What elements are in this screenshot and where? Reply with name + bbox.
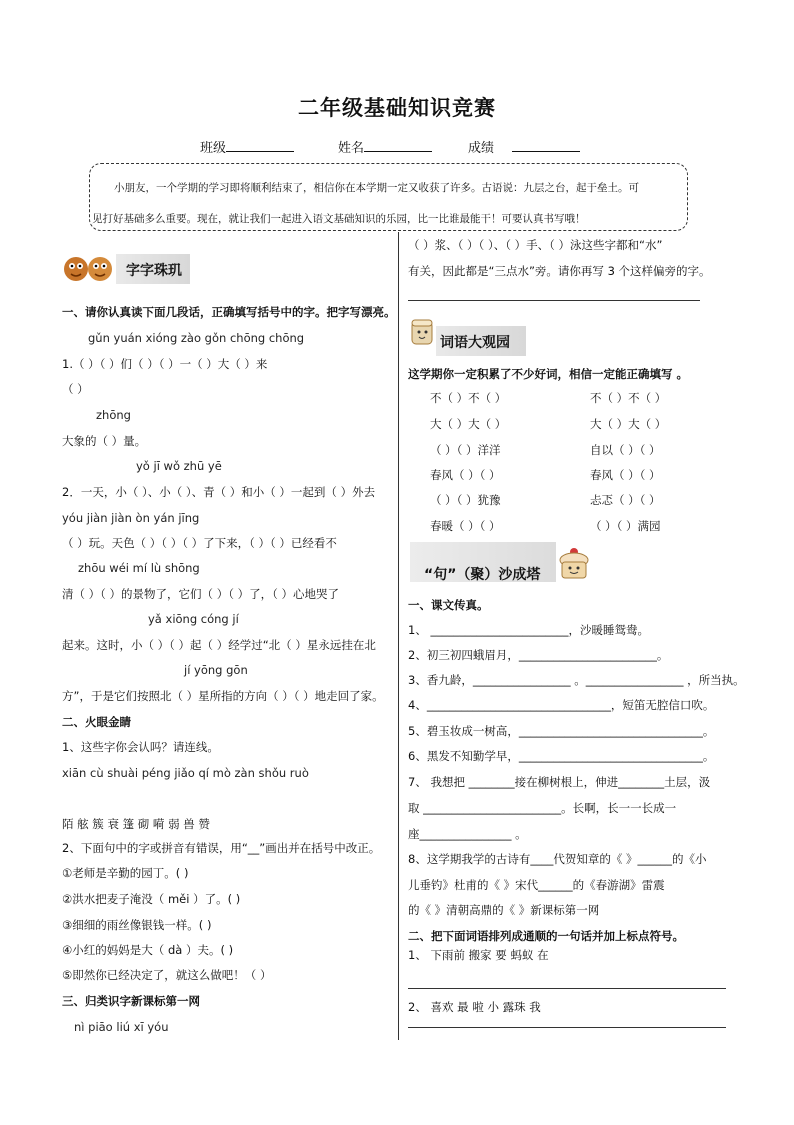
q2-instruction-2: 2、下面句中的字或拼音有错误，用“__”画出并在括号中改正。 (62, 841, 381, 855)
idiom-item[interactable]: 不（ ）不（ ） (430, 391, 507, 405)
idiom-item[interactable]: 春风（ ）（ ） (590, 468, 661, 482)
word-order-1: 1、 下雨前 搬家 要 蚂蚁 在 (408, 948, 549, 962)
correction-4[interactable]: ④小红的妈妈是大（ dà ）夫。( ) (62, 943, 234, 957)
section-title-3: “句”（聚）沙成塔 (424, 567, 541, 583)
pinyin-row-4: yóu jiàn jiàn òn yán jīng (62, 511, 200, 525)
poem-line-7b[interactable]: 取 ________________________。长啊，长一一长成一 (408, 801, 677, 815)
q1-line-4[interactable]: （ ）玩。天色（ ）（ ）（ ）了下来，（ ）（ ）已经看不 (62, 536, 337, 550)
q1-line-1[interactable]: 1.（ ）（ ）们（ ）（ ）一（ ）大（ ）来 (62, 357, 268, 371)
answer-line-1[interactable] (408, 988, 726, 989)
idiom-item[interactable]: （ ）（ ）洋洋 (430, 443, 501, 457)
q1-line-1b[interactable]: （ ） (62, 382, 89, 396)
q2-title: 二、火眼金睛 (62, 715, 131, 729)
section-banner-2 (436, 326, 526, 356)
ju2-title: 二、把下面词语排列成通顺的一句话并加上标点符号。 (408, 929, 684, 943)
page-title: 二年级基础知识竞赛 (298, 96, 496, 120)
poem-line-7c[interactable]: 座________________ 。 (408, 827, 527, 841)
section-banner-1 (116, 254, 190, 284)
cake-mascot-icon (408, 316, 436, 348)
mascot-icon (62, 254, 116, 284)
intro-box (89, 163, 688, 231)
section-title-2: 词语大观园 (440, 335, 510, 351)
section-banner-3 (410, 542, 556, 582)
water-radical-line-1[interactable]: （ ）浆、（ ）（ ）、（ ）手、（ ）泳这些字都和“水” (408, 238, 663, 252)
q2-pinyin-row: xiān cù shuài péng jiǎo qí mò zàn shǒu ruò (62, 766, 309, 780)
poem-line-2[interactable]: 2、初三初四蛾眉月，________________________。 (408, 648, 669, 662)
answer-line-2[interactable] (408, 1027, 726, 1028)
class-field[interactable]: 班级 (200, 137, 294, 156)
correction-2[interactable]: ②洪水把麦子淹没（ měi ）了。( ) (62, 892, 241, 906)
column-divider (398, 232, 399, 1040)
q1-title: 一、请你认真读下面几段话，正确填写括号中的字。把字写漂亮。 (62, 305, 396, 319)
q1-line-7[interactable]: 方”，于是它们按照北（ ）星所指的方向（ ）（ ）地走回了家。 (62, 689, 384, 703)
poem-line-7a[interactable]: 7、 我想把 ________接在柳树根上，伸进________土层，汲 (408, 775, 711, 789)
answer-line-radical[interactable] (408, 300, 700, 301)
poem-line-4[interactable]: 4、________________________________，短笛无腔信口吹。 (408, 698, 715, 712)
ci-intro: 这学期你一定积累了不少好词，相信一定能正确填写 。 (408, 367, 689, 381)
q3-pinyin-row: nì piāo liú xī yóu (74, 1020, 169, 1034)
poem-line-8a[interactable]: 8、这学期我学的古诗有____代贺知章的《 》______的《小 (408, 852, 707, 866)
idiom-item[interactable]: 不（ ）不（ ） (590, 391, 667, 405)
q1-line-2[interactable]: 大象的（ ）量。 (62, 434, 147, 448)
idiom-item[interactable]: 春风（ ）（ ） (430, 468, 501, 482)
idiom-item[interactable]: 大（ ）大（ ） (430, 417, 507, 431)
word-order-2: 2、 喜欢 最 啦 小 露珠 我 (408, 1000, 541, 1014)
name-field[interactable]: 姓名 (338, 137, 432, 156)
q2-instruction-1: 1、这些字你会认吗？请连线。 (62, 740, 219, 754)
pinyin-row-5: zhōu wéi mí lù shōng (78, 561, 200, 575)
pinyin-row-7: jí yōng gōn (184, 663, 248, 677)
idiom-item[interactable]: （ ）（ ）满园 (590, 519, 661, 533)
intro-line-1: 小朋友，一个学期的学习即将顺利结束了，相信你在本学期一定又收获了许多。古语说：九层之台，起于垒土。可 (114, 182, 639, 194)
q1-line-3[interactable]: 2．一天，小（ ）、小（ ）、青（ ）和小（ ）一起到（ ）外去 (62, 485, 376, 499)
pinyin-row-3: yǒ jī wǒ zhū yē (136, 459, 222, 473)
score-field[interactable]: 成绩 (468, 137, 580, 156)
poem-line-6[interactable]: 6、黑发不知勤学早，________________________________。 (408, 749, 715, 763)
poem-line-5[interactable]: 5、碧玉妆成一树高，________________________________。 (408, 724, 715, 738)
poem-line-8b[interactable]: 儿垂钓》杜甫的《 》宋代______的《春游湖》雷震 (408, 878, 665, 892)
correction-5[interactable]: ⑤即然你已经决定了，就这么做吧！（ ） (62, 968, 272, 982)
section-title-1: 字字珠玑 (126, 263, 182, 279)
q3-title: 三、归类识字新课标第一网 (62, 994, 200, 1008)
water-radical-line-2: 有关，因此都是“三点水”旁。请你再写 3 个这样偏旁的字。 (408, 264, 711, 278)
q2-char-row[interactable]: 陌 舷 簇 衰 篷 砌 嗬 弱 兽 赞 (62, 817, 210, 831)
idiom-item[interactable]: 春暖（ ）（ ） (430, 519, 501, 533)
poem-line-1[interactable]: 1、 ________________________，沙暖睡鸳鸯。 (408, 623, 649, 637)
pinyin-row-2: zhōng (96, 408, 131, 422)
poem-line-3[interactable]: 3、香九龄，_________________ 。_________________ ，所当执。 (408, 673, 745, 687)
idiom-item[interactable]: 忐忑（ ）（ ） (590, 493, 661, 507)
idiom-item[interactable]: 自以（ ）（ ） (590, 443, 661, 457)
poem-line-8c[interactable]: 的《 》清朝高鼎的《 》新课标第一网 (408, 903, 600, 917)
pinyin-row-6: yǎ xiōng cóng jí (148, 612, 239, 626)
q1-line-5[interactable]: 清（ ）（ ）的景物了，它们（ ）（ ）了，（ ）心地哭了 (62, 587, 340, 601)
intro-line-2: 见打好基础多么重要。现在，就让我们一起进入语文基础知识的乐园，比一比谁最能干！可要认真书写哦！ (92, 213, 586, 225)
q1-line-6[interactable]: 起来。这时，小（ ）（ ）起（ ）经学过“北（ ）星永远挂在北 (62, 638, 376, 652)
idiom-item[interactable]: 大（ ）大（ ） (590, 417, 667, 431)
pinyin-row-1: gǔn yuán xióng zào gǒn chōng chōng (88, 331, 305, 345)
idiom-item[interactable]: （ ）（ ）犹豫 (430, 493, 501, 507)
ju1-title: 一、课文传真。 (408, 598, 489, 612)
correction-1[interactable]: ①老师是辛勤的园丁。( ) (62, 866, 189, 880)
cupcake-icon (556, 544, 592, 582)
correction-3[interactable]: ③细细的雨丝像银钱一样。( ) (62, 918, 212, 932)
